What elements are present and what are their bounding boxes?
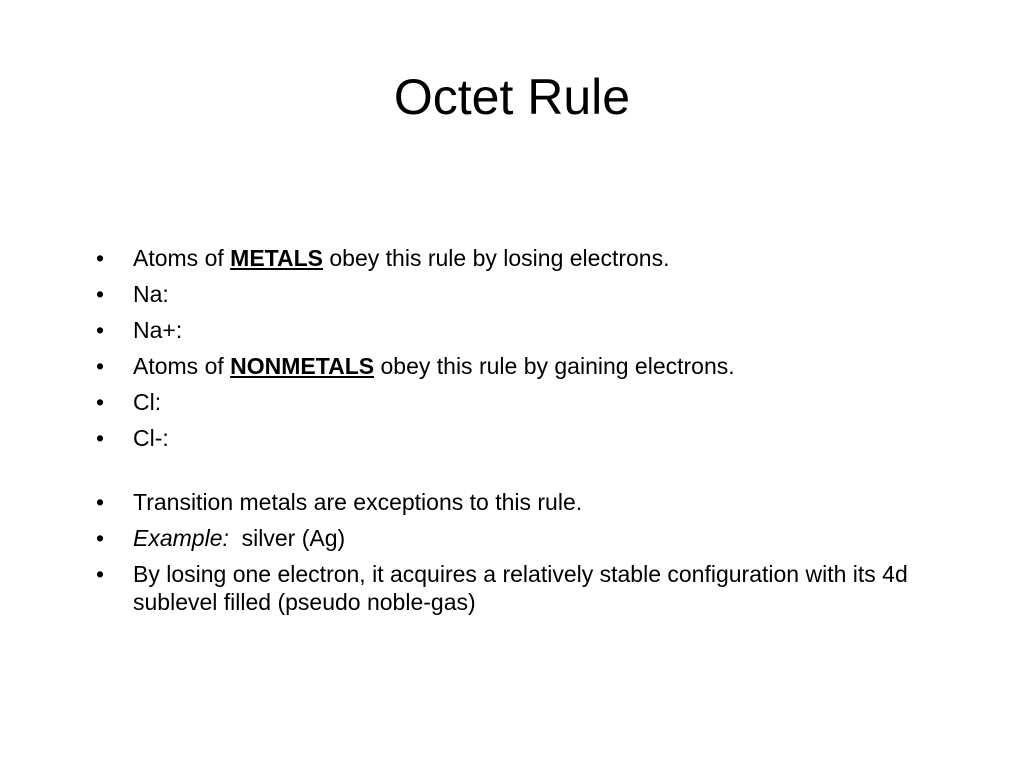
bullet-icon: • [96,281,105,307]
keyword-metals: METALS [230,245,323,271]
bullet-transition-metals [96,488,996,516]
bullet-icon: • [96,353,105,379]
bullet-cl [96,388,996,416]
bullet-nonmetals-rule [96,352,996,380]
bullet-text: Cl: [133,389,162,415]
bullet-explanation [96,560,996,616]
bullet-text: Transition metals are exceptions to this rule. [133,489,583,515]
bullet-icon: • [96,245,105,271]
bullet-text: By losing one electron, it acquires a relatively stable configuration with its 4d sublevel filled (pseudo noble-gas) [133,561,908,615]
bullet-text: Cl-: [133,425,169,451]
example-label: Example: [133,525,229,551]
bullet-text-prefix: Atoms of [133,353,231,379]
keyword-nonmetals: NONMETALS [230,353,375,379]
bullet-example [96,524,996,552]
bullet-icon: • [96,489,105,515]
bullet-text-suffix: obey this rule by gaining electrons. [374,353,735,379]
bullet-na-ion [96,316,996,344]
bullet-metals-rule [96,244,996,272]
bullet-na [96,280,996,308]
bullet-text: Na+: [133,317,183,343]
bullet-icon: • [96,389,105,415]
bullet-text-prefix: Atoms of [133,245,231,271]
bullet-text-suffix: silver (Ag) [228,525,346,551]
bullet-icon: • [96,425,105,451]
bullet-icon: • [96,317,105,343]
bullet-text: Na: [133,281,169,307]
bullet-icon: • [96,561,105,587]
bullet-cl-ion [96,424,996,452]
slide-title: Octet Rule [393,69,631,125]
bullet-icon: • [96,525,105,551]
bullet-list [96,244,996,624]
bullet-text-suffix: obey this rule by losing electrons. [323,245,670,271]
